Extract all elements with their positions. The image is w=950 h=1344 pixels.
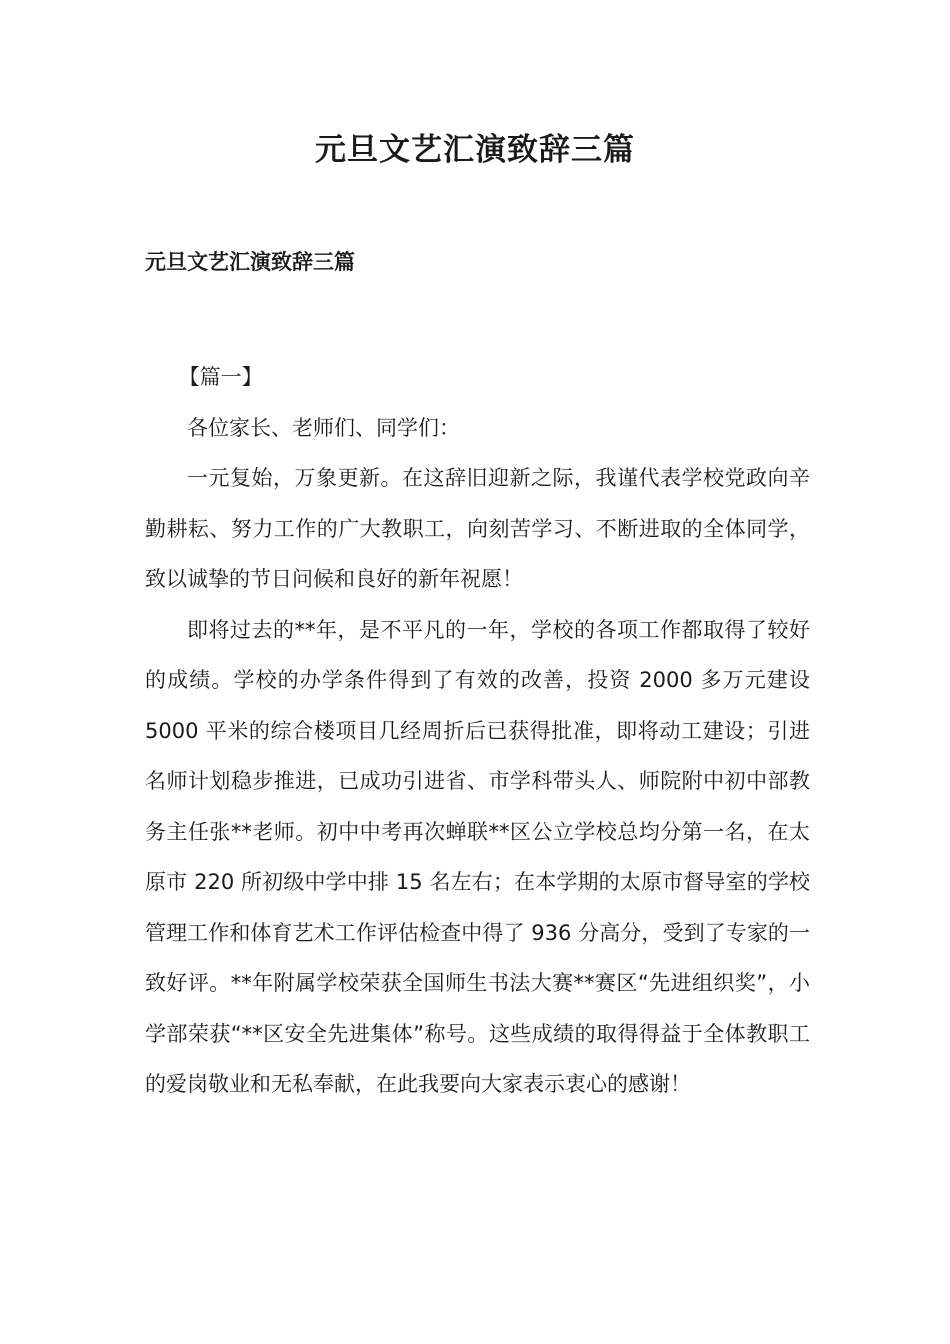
paragraph-achievements: 即将过去的**年，是不平凡的一年，学校的各项工作都取得了较好的成绩。学校的办学条件得到了有效的改善，投资 2000 多万元建设 5000 平米的综合楼项目几经周折后已获得批准，即将动工建设；引进名师计划稳步推进，已成功引进省、市学科带头人、师院附中初中部教务主任张**老师。初中中考再次蝉联**区公立学校总均分第一名，在太原市 220 所初级中学中排 15 名左右；在本学期的太原市督导室的学校管理工作和体育艺术工作评估检查中得了 936 分高分，受到了专家的一致好评。**年附属学校荣获全国师生书法大赛**赛区“先进组织奖”，小学部荣获“**区安全先进集体”称号。这些成绩的取得得益于全体教职工的爱岗敬业和无私奉献，在此我要向大家表示衷心的感谢！: [145, 617, 810, 1096]
section-label: 【篇一】: [178, 365, 263, 389]
document-body: [145, 352, 810, 1110]
paragraph-greeting: 各位家长、老师们、同学们：: [187, 415, 460, 440]
document-subtitle: 元旦文艺汇演致辞三篇: [145, 250, 355, 274]
paragraph-new-year-wishes: 一元复始，万象更新。在这辞旧迎新之际，我谨代表学校党政向辛勤耕耘、努力工作的广大教职工，向刻苦学习、不断进取的全体同学，致以诚挚的节日问候和良好的新年祝愿！: [145, 466, 810, 591]
document-title: 元旦文艺汇演致辞三篇: [315, 132, 635, 168]
